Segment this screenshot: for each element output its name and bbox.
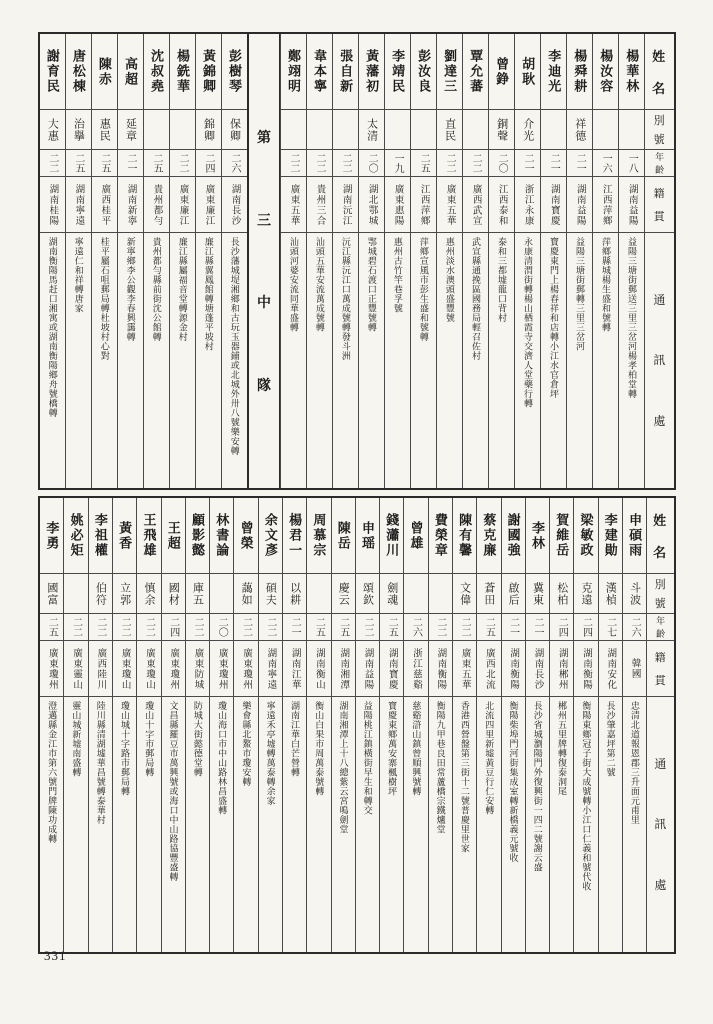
person-column: [136, 498, 160, 952]
person-name: 楊汝容: [593, 34, 618, 110]
person-origin: 廣東五華: [453, 641, 476, 697]
person-alias: 伯符: [89, 574, 112, 614]
person-address: 長沙省城瀏陽門外復興街一四二號謝云盛: [532, 701, 543, 872]
person-origin: 廣西陸川: [89, 641, 112, 697]
header-name-label: 姓 名: [645, 34, 674, 110]
page-number: 331: [44, 948, 67, 963]
person-alias: 立郭: [113, 574, 136, 614]
person-column: [63, 498, 87, 952]
person-name: 胡耿: [515, 34, 540, 110]
person-origin: 江西萍鄉: [411, 177, 436, 233]
person-column: [332, 34, 358, 488]
person-age: 二四: [574, 614, 597, 641]
person-origin: 廣東瓊州: [162, 641, 185, 697]
person-origin: 湖南衡陽: [574, 641, 597, 697]
person-address: 益陽三塘街郵轉三里三岔河: [575, 237, 585, 351]
squad-divider-label: 第 三 中 隊: [257, 130, 271, 395]
person-alias: [619, 110, 644, 150]
person-age: 二二: [170, 150, 195, 177]
squad-divider-column: [247, 34, 280, 488]
person-column: [622, 498, 646, 952]
person-alias: [170, 110, 195, 150]
person-column: [592, 34, 618, 488]
person-age: 二一: [502, 614, 525, 641]
header-name-label: 姓 名: [647, 498, 674, 574]
person-alias: [429, 574, 452, 614]
person-name: 彭汝良: [411, 34, 436, 110]
person-alias: 國材: [162, 574, 185, 614]
person-column: [306, 34, 332, 488]
person-address: 香港西營盤第三街十二號普慶里世家: [459, 701, 470, 853]
person-name: 申碩雨: [623, 498, 646, 574]
person-alias: 啟后: [502, 574, 525, 614]
person-column: [410, 34, 436, 488]
person-age: 二〇: [359, 150, 384, 177]
person-column: [358, 34, 384, 488]
person-alias: 治擧: [66, 110, 91, 150]
person-name: 劉達三: [437, 34, 462, 110]
person-address: 陸川縣清湖墟華昌號轉泰華村: [95, 701, 106, 825]
person-alias: 劍魂: [380, 574, 403, 614]
person-column: [462, 34, 488, 488]
person-alias: [411, 110, 436, 150]
person-age: 二二: [113, 614, 136, 641]
person-age: 二二: [307, 150, 332, 177]
person-name: 陳赤: [92, 34, 117, 110]
header-alias-label: 別 號: [647, 574, 674, 614]
person-age: 二二: [259, 614, 282, 641]
person-origin: 貴州三合: [307, 177, 332, 233]
person-column: [161, 498, 185, 952]
person-alias: 直民: [437, 110, 462, 150]
person-column: [514, 34, 540, 488]
person-origin: 廣西桂平: [92, 177, 117, 233]
header-address-label: 通 訊 處: [653, 293, 666, 428]
person-age: 二二: [463, 150, 488, 177]
person-origin: 廣東瓊州: [234, 641, 257, 697]
person-age: 二四: [162, 614, 185, 641]
person-address: 新寧鄉李公觀李春興靄轉: [125, 237, 136, 342]
person-origin: 廣東瓊山: [113, 641, 136, 697]
person-address: 桂平屬石咀郵局轉杜坡村心對: [99, 237, 110, 361]
person-age: 二六: [222, 150, 247, 177]
person-origin: 湖北鄂城: [359, 177, 384, 233]
person-column: [525, 498, 549, 952]
person-name: 黃香: [113, 498, 136, 574]
person-address: 惠州古竹竿巷孚號: [392, 237, 403, 313]
person-name: 張自新: [333, 34, 358, 110]
person-address: 郴州五里牌轉復泰洞尾: [557, 701, 568, 796]
person-address: 忠清北道報恩郡三升面元甫里: [629, 701, 640, 825]
person-age: 二二: [40, 150, 65, 177]
person-alias: [404, 574, 427, 614]
person-address: 貴州都勻縣前街沈公館轉: [151, 237, 162, 342]
person-age: 二五: [411, 150, 436, 177]
person-column: [540, 34, 566, 488]
person-alias: [144, 110, 169, 150]
person-origin: 湖南沅江: [333, 177, 358, 233]
person-alias: [385, 110, 410, 150]
person-alias: 碩夫: [259, 574, 282, 614]
person-name: 賀維岳: [550, 498, 573, 574]
person-address: 汕頭五華安流萬成號轉: [314, 237, 325, 332]
person-alias: [333, 110, 358, 150]
person-column: [331, 498, 355, 952]
header-address-label: 通 訊 處: [654, 757, 667, 892]
person-origin: 湖南湘潭: [332, 641, 355, 697]
person-name: 陳有馨: [453, 498, 476, 574]
person-name: 李建勛: [599, 498, 622, 574]
person-name: 顧影懿: [186, 498, 209, 574]
person-column: [476, 498, 500, 952]
header-origin-label: 籍 貫: [647, 641, 674, 697]
person-name: 林書論: [210, 498, 233, 574]
person-name: 王飛雄: [137, 498, 160, 574]
person-age: 二二: [281, 150, 306, 177]
person-address: 澄邁縣金江市第六號門牌陳功成轉: [47, 701, 58, 844]
person-alias: 頌欽: [356, 574, 379, 614]
person-alias: [463, 110, 488, 150]
person-name: 姚必矩: [64, 498, 87, 574]
person-alias: 錦卿: [196, 110, 221, 150]
person-column: [355, 498, 379, 952]
person-name: 楊華林: [619, 34, 644, 110]
person-column: [280, 34, 306, 488]
person-column: [403, 498, 427, 952]
person-name: 楊銑華: [170, 34, 195, 110]
person-name: 曾榮: [234, 498, 257, 574]
person-name: 曾錚: [489, 34, 514, 110]
person-age: 二五: [332, 614, 355, 641]
person-name: 申瑶: [356, 498, 379, 574]
person-column: [566, 34, 592, 488]
person-age: 二一: [526, 614, 549, 641]
person-address: 慈谿滸山鎮曾順興號轉: [411, 701, 422, 796]
person-origin: 湖南長沙: [526, 641, 549, 697]
roster-table-top: [38, 32, 676, 490]
person-column: [549, 498, 573, 952]
person-alias: 慶云: [332, 574, 355, 614]
person-column: [209, 498, 233, 952]
person-name: 李祖權: [89, 498, 112, 574]
person-name: 曾雄: [404, 498, 427, 574]
person-alias: 松柏: [550, 574, 573, 614]
person-name: 謝育民: [40, 34, 65, 110]
person-origin: 湖南衡陽: [429, 641, 452, 697]
person-address: 泰和三都墟龍口背村: [496, 237, 507, 323]
person-alias: 銅聲: [489, 110, 514, 150]
person-origin: 湖南寧遠: [66, 177, 91, 233]
person-column: [428, 498, 452, 952]
person-origin: 廣東五華: [437, 177, 462, 233]
person-age: 二二: [356, 614, 379, 641]
header-age-label: 年 齡: [645, 150, 674, 177]
person-origin: 江西泰和: [489, 177, 514, 233]
header-origin-label: 籍 貫: [645, 177, 674, 233]
person-origin: 湖南寧遠: [259, 641, 282, 697]
person-column: [195, 34, 221, 488]
person-alias: 惠民: [92, 110, 117, 150]
person-column: [40, 498, 63, 952]
person-address: 寶慶東門上楊春祥和店轉小江水官倉坪: [548, 237, 559, 399]
person-column: [91, 34, 117, 488]
person-name: 余文彥: [259, 498, 282, 574]
person-alias: [541, 110, 566, 150]
person-column: [143, 34, 169, 488]
person-alias: 克遠: [574, 574, 597, 614]
person-origin: 湖南寶慶: [541, 177, 566, 233]
person-column: [88, 498, 112, 952]
person-age: 二〇: [210, 614, 233, 641]
person-name: 李林: [526, 498, 549, 574]
person-column: [618, 34, 644, 488]
person-age: 二五: [477, 614, 500, 641]
person-age: 一九: [385, 150, 410, 177]
person-address: 廉江縣屬福音堂轉源金村: [177, 237, 188, 342]
person-column: [488, 34, 514, 488]
person-age: 二二: [64, 614, 87, 641]
person-origin: 廣東瓊州: [210, 641, 233, 697]
person-name: 費榮章: [429, 498, 452, 574]
person-age: 二一: [515, 150, 540, 177]
person-name: 李勇: [40, 498, 63, 574]
person-origin: 廣西武宣: [463, 177, 488, 233]
person-age: 二七: [599, 614, 622, 641]
person-age: 二二: [137, 614, 160, 641]
person-age: 二五: [40, 614, 63, 641]
person-address: 長沙肇嘉坪第二號: [605, 701, 616, 777]
person-address: 北流四里新墟黃豆行仁安轉: [484, 701, 495, 815]
person-age: 二五: [144, 150, 169, 177]
person-column: [598, 498, 622, 952]
person-origin: 湖南長沙: [222, 177, 247, 233]
person-address: 寧遠禾亭墟轉萬泰轉余家: [265, 701, 276, 806]
person-origin: 廣東五華: [281, 177, 306, 233]
person-column: [258, 498, 282, 952]
person-name: 韋本寧: [307, 34, 332, 110]
person-origin: 韓國: [623, 641, 646, 697]
person-address: 湖南衡陽馬赶口湘寓或湖南衡陽鄉舟號橋轉: [47, 237, 58, 418]
person-age: 二二: [333, 150, 358, 177]
person-age: 二二: [186, 614, 209, 641]
person-origin: 廣西北流: [477, 641, 500, 697]
person-address: 瓊山城十字路市郵局轉: [119, 701, 130, 796]
person-column: [112, 498, 136, 952]
person-alias: 祥德: [567, 110, 592, 150]
person-name: 謝國強: [502, 498, 525, 574]
person-age: 二五: [66, 150, 91, 177]
header-column: [646, 498, 674, 952]
person-address: 益陽桃江鎮橫街早生和轉交: [362, 701, 373, 815]
person-origin: 廣東瓊山: [137, 641, 160, 697]
person-column: [65, 34, 91, 488]
person-age: 二二: [453, 614, 476, 641]
person-column: [379, 498, 403, 952]
person-name: 黃錦卿: [196, 34, 221, 110]
person-name: 覃允蕃: [463, 34, 488, 110]
person-name: 周慕宗: [307, 498, 330, 574]
person-origin: 湖南桂陽: [40, 177, 65, 233]
person-origin: 江西萍鄉: [593, 177, 618, 233]
person-name: 楊舜耕: [567, 34, 592, 110]
person-address: 寧遠仁和祥轉唐家: [73, 237, 84, 313]
person-alias: 以耕: [283, 574, 306, 614]
person-origin: 廣東防城: [186, 641, 209, 697]
person-origin: 湖南安化: [599, 641, 622, 697]
person-address: 萍鄉縣城楊生盛和號轉: [601, 237, 612, 332]
person-alias: 太清: [359, 110, 384, 150]
person-name: 沈叔堯: [144, 34, 169, 110]
person-column: [384, 34, 410, 488]
person-address: 鄂城碧石渡口正豐號轉: [366, 237, 377, 332]
person-origin: 廣東瓊州: [40, 641, 63, 697]
person-name: 高超: [118, 34, 143, 110]
person-origin: 湖南衡陽: [502, 641, 525, 697]
person-address: 汕頭河婆安流同華盛轉: [288, 237, 299, 332]
person-address: 衡陽柴埠門河街集成室轉新橋義元號收: [508, 701, 519, 863]
person-name: 李迪光: [541, 34, 566, 110]
person-origin: 浙江慈谿: [404, 641, 427, 697]
person-origin: 廣東惠陽: [385, 177, 410, 233]
person-alias: 斗波: [623, 574, 646, 614]
person-age: 二一: [567, 150, 592, 177]
person-alias: [307, 110, 332, 150]
person-column: [169, 34, 195, 488]
header-age-label: 年 齡: [647, 614, 674, 641]
person-origin: 湖南江華: [283, 641, 306, 697]
person-alias: 延章: [118, 110, 143, 150]
person-address: 長沙藩城堤湘鄉和古玩玉器鋪或北城外卅八號樂安轉: [229, 237, 240, 456]
person-age: 二二: [89, 614, 112, 641]
person-name: 彭樹琴: [222, 34, 247, 110]
person-age: 二四: [550, 614, 573, 641]
person-alias: 漢楨: [599, 574, 622, 614]
person-address: 寶慶東鄉萬安寨楓樹坪: [387, 701, 398, 796]
person-alias: 大惠: [40, 110, 65, 150]
person-origin: 湖南衡山: [307, 641, 330, 697]
person-age: 二四: [196, 150, 221, 177]
person-column: [233, 498, 257, 952]
person-alias: [64, 574, 87, 614]
person-alias: 保卿: [222, 110, 247, 150]
person-name: 梁敏政: [574, 498, 597, 574]
person-age: 二一: [283, 614, 306, 641]
person-column: [221, 34, 247, 488]
person-origin: 湖南郴州: [550, 641, 573, 697]
person-address: 永康清渭街轉楊山栖霞寺交濟人堂藥行轉: [522, 237, 533, 408]
person-address: 瓊山十字市郵局轉: [144, 701, 155, 777]
person-column: [40, 34, 65, 488]
person-age: 二一: [541, 150, 566, 177]
person-column: [117, 34, 143, 488]
person-name: 唐松棟: [66, 34, 91, 110]
person-origin: 湖南益陽: [567, 177, 592, 233]
person-origin: 湖南新寧: [118, 177, 143, 233]
person-age: 一八: [619, 150, 644, 177]
person-address: 衡山白果市周萬泰號轉: [314, 701, 325, 796]
person-alias: 介光: [515, 110, 540, 150]
person-address: 惠州淡水澳頭盛豐號: [444, 237, 455, 323]
person-age: 二六: [404, 614, 427, 641]
person-alias: 庫五: [186, 574, 209, 614]
person-alias: 慎余: [137, 574, 160, 614]
person-origin: 廣東廉江: [196, 177, 221, 233]
person-address: 萍鄉宣風市彭生盛和號轉: [418, 237, 429, 342]
person-address: 益陽三塘街郵送三里三岔河楊孝柏堂轉: [627, 237, 638, 399]
person-name: 鄭翊明: [281, 34, 306, 110]
person-address: 衡陽九甲巷良田常蘆橋宗鐵爐堂: [435, 701, 446, 834]
person-alias: [593, 110, 618, 150]
person-age: 二五: [307, 614, 330, 641]
person-address: 沅江縣沅江口萬成號轉發斗洲: [340, 237, 351, 361]
person-column: [501, 498, 525, 952]
header-alias-label: 別 號: [645, 110, 674, 150]
person-origin: 廣東靈山: [64, 641, 87, 697]
person-origin: 廣東廉江: [170, 177, 195, 233]
person-address: 武宣縣通挽區國務局輕召佐村: [470, 237, 481, 361]
person-column: [452, 498, 476, 952]
person-column: [185, 498, 209, 952]
person-origin: 浙江永康: [515, 177, 540, 233]
header-column: [644, 34, 674, 488]
person-address: 廉江縣翼鳳館轉塘蓬平坡村: [203, 237, 214, 351]
person-age: 二五: [380, 614, 403, 641]
person-alias: 冀東: [526, 574, 549, 614]
roster-table-bottom: [38, 496, 676, 954]
person-name: 蔡克廉: [477, 498, 500, 574]
person-name: 黃藩初: [359, 34, 384, 110]
person-age: 二六: [623, 614, 646, 641]
person-address: 湖南湘潭上十八總紫云宮鳴劍堂: [338, 701, 349, 834]
person-origin: 貴州都勻: [144, 177, 169, 233]
person-address: 樂會縣北鰲市瓊安轉: [241, 701, 252, 787]
person-column: [573, 498, 597, 952]
person-address: 湖南江華白芒營轉: [289, 701, 300, 777]
person-address: 文昌縣羅豆市萬興號或海口中山路協豐盛轉: [168, 701, 179, 882]
person-column: [282, 498, 306, 952]
person-age: 二〇: [489, 150, 514, 177]
person-alias: [281, 110, 306, 150]
person-age: 二一: [118, 150, 143, 177]
person-name: 王超: [162, 498, 185, 574]
person-name: 錢瀟川: [380, 498, 403, 574]
person-alias: [307, 574, 330, 614]
person-address: 防城大街懿德堂轉: [192, 701, 203, 777]
person-alias: 文偉: [453, 574, 476, 614]
person-column: [306, 498, 330, 952]
person-alias: 蒼田: [477, 574, 500, 614]
person-name: 陳岳: [332, 498, 355, 574]
person-age: 二二: [437, 150, 462, 177]
person-address: 瓊山海口市中山路林昌盛轉: [217, 701, 228, 815]
person-origin: 湖南益陽: [619, 177, 644, 233]
person-age: 一六: [593, 150, 618, 177]
person-alias: 國富: [40, 574, 63, 614]
person-origin: 湖南益陽: [356, 641, 379, 697]
person-column: [436, 34, 462, 488]
person-age: 二五: [92, 150, 117, 177]
person-age: 二二: [234, 614, 257, 641]
person-address: 靈山城新墟南盛轉: [71, 701, 82, 777]
person-name: 楊君一: [283, 498, 306, 574]
person-age: 二二: [429, 614, 452, 641]
person-name: 李靖民: [385, 34, 410, 110]
person-alias: [210, 574, 233, 614]
person-origin: 湖南寶慶: [380, 641, 403, 697]
person-alias: 藹如: [234, 574, 257, 614]
person-address: 衡陽東鄉冠子街大成號轉小江口仁義和號代收: [581, 701, 592, 891]
